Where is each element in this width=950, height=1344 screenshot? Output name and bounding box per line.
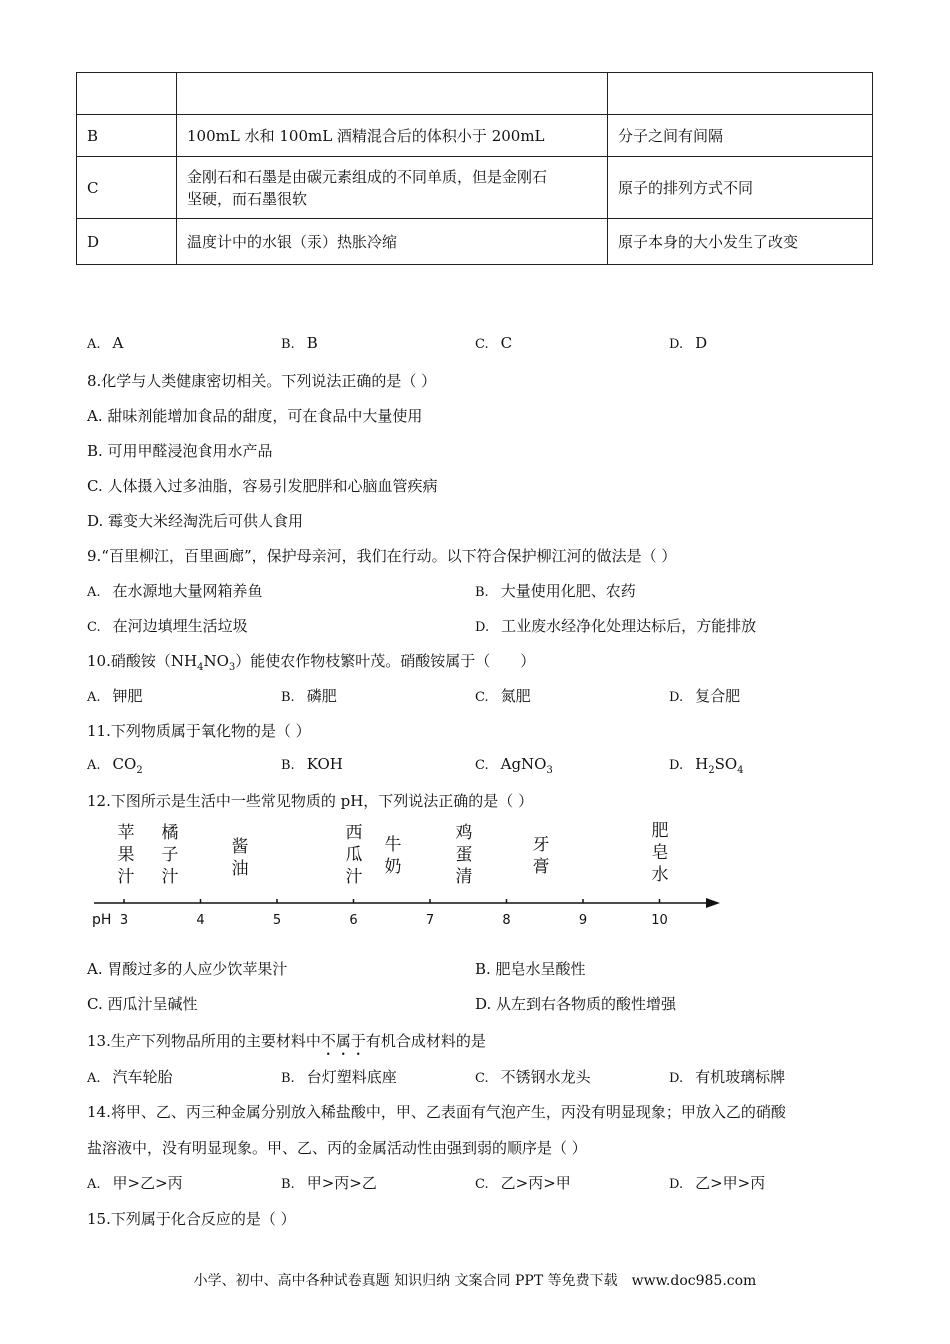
ph-substance-char: 牙 bbox=[532, 835, 550, 855]
option-text: 磷肥 bbox=[306, 687, 337, 705]
q14-option-a[interactable] bbox=[87, 1172, 183, 1193]
table-row bbox=[77, 73, 873, 115]
question-7-table bbox=[76, 72, 873, 265]
option-text: 钾肥 bbox=[112, 687, 143, 705]
q10-stem bbox=[87, 650, 535, 673]
table-cell-fact bbox=[177, 73, 608, 115]
q13-option-d[interactable] bbox=[669, 1066, 785, 1087]
q12-option-b[interactable]: B. 肥皂水呈酸性 bbox=[475, 960, 586, 978]
option-text: 甲>丙>乙 bbox=[306, 1174, 377, 1192]
q13-option-a[interactable] bbox=[87, 1066, 173, 1087]
q14-stem-line: 14.将甲、乙、丙三种金属分别放入稀盐酸中，甲、乙表面有气泡产生，丙没有明显现象；甲放入乙的硝酸 bbox=[87, 1103, 786, 1121]
ph-substance-char: 肥 bbox=[651, 821, 669, 841]
option-text: 工业废水经净化处理达标后，方能排放 bbox=[501, 617, 757, 635]
option-text: 氮肥 bbox=[500, 687, 531, 705]
option-text: 在河边填埋生活垃圾 bbox=[112, 617, 248, 635]
ph-tick-label: 10 bbox=[651, 913, 668, 928]
option-letter: C. bbox=[475, 690, 489, 705]
table-cell-explanation: 原子本身的大小发生了改变 bbox=[608, 219, 873, 265]
q12-option-a[interactable]: A. 胃酸过多的人应少饮苹果汁 bbox=[87, 960, 288, 978]
option-letter: D. bbox=[669, 758, 684, 773]
table-cell-fact-line: 金刚石和石墨是由碳元素组成的不同单质，但是金刚石 bbox=[187, 167, 548, 186]
q15-stem: 15.下列属于化合反应的是（ ） bbox=[87, 1210, 296, 1228]
option-letter: B. bbox=[281, 337, 295, 352]
option-letter: D. bbox=[475, 620, 490, 635]
option-text: 甲>乙>丙 bbox=[112, 1174, 183, 1192]
q9-option-b[interactable] bbox=[475, 580, 636, 601]
q14-option-d[interactable] bbox=[669, 1172, 765, 1193]
ph-substance-label bbox=[346, 823, 363, 887]
ph-substance-char: 蛋 bbox=[455, 845, 473, 865]
option-letter: A. bbox=[87, 1071, 101, 1086]
q11-option-d[interactable] bbox=[669, 755, 744, 776]
table-cell-fact: 温度计中的水银（汞）热胀冷缩 bbox=[177, 219, 608, 265]
q10-stem-text: NO bbox=[203, 652, 229, 670]
option-letter: B. bbox=[475, 585, 489, 600]
ph-substance-char: 奶 bbox=[384, 857, 402, 877]
table-cell-fact: 100mL 水和 100mL 酒精混合后的体积小于 200mL bbox=[177, 115, 608, 157]
option-text: B bbox=[306, 334, 318, 352]
subscript: 2 bbox=[708, 765, 715, 776]
option-letter: A. bbox=[87, 690, 101, 705]
table-cell-explanation: 原子的排列方式不同 bbox=[608, 157, 873, 219]
subscript: 2 bbox=[136, 765, 143, 776]
q11-option-b[interactable] bbox=[281, 755, 343, 773]
q13-stem-text: 有机合成材料的是 bbox=[365, 1032, 486, 1050]
ph-substance-labels bbox=[118, 821, 669, 887]
option-letter: D. bbox=[669, 1177, 684, 1192]
ph-substance-label bbox=[385, 835, 402, 877]
formula-text: KOH bbox=[306, 755, 343, 773]
option-text: 乙>丙>甲 bbox=[500, 1174, 571, 1192]
option-letter: B. bbox=[281, 758, 295, 773]
option-text: 在水源地大量网箱养鱼 bbox=[112, 582, 263, 600]
axis-arrow-icon bbox=[706, 898, 720, 908]
q11-option-a[interactable] bbox=[87, 755, 143, 776]
option-text: C bbox=[500, 334, 513, 352]
ph-substance-label bbox=[162, 822, 179, 887]
option-letter: C. bbox=[475, 1071, 489, 1086]
option-letter: A. bbox=[87, 1177, 101, 1192]
table-cell-option: D bbox=[77, 219, 177, 265]
q8-option-b[interactable]: B. 可用甲醛浸泡食用水产品 bbox=[87, 442, 273, 460]
ph-substance-char: 子 bbox=[161, 845, 179, 865]
option-text: 复合肥 bbox=[695, 687, 741, 705]
q9-option-d[interactable] bbox=[475, 615, 756, 636]
formula-text: SO bbox=[714, 755, 738, 773]
table-cell-explanation bbox=[608, 73, 873, 115]
q12-stem: 12.下图所示是生活中一些常见物质的 pH，下列说法正确的是（ ） bbox=[87, 792, 534, 810]
ph-substance-char: 皂 bbox=[651, 843, 669, 863]
ph-tick-label: 5 bbox=[272, 913, 282, 928]
ph-substance-char: 西 bbox=[345, 823, 363, 843]
subscript: 3 bbox=[546, 765, 553, 776]
formula-text: CO bbox=[112, 755, 137, 773]
ph-substance-char: 水 bbox=[651, 865, 669, 885]
option-text: D bbox=[695, 334, 708, 352]
q10-option-c[interactable] bbox=[475, 685, 531, 706]
table-cell-option: B bbox=[77, 115, 177, 157]
q7-option-a[interactable] bbox=[87, 334, 123, 352]
ph-tick-label: 4 bbox=[196, 913, 205, 928]
option-letter: B. bbox=[281, 1177, 295, 1192]
q7-option-d[interactable] bbox=[669, 334, 707, 352]
option-letter: B. bbox=[281, 690, 295, 705]
q10-stem-text: 10.硝酸铵（NH bbox=[87, 652, 198, 670]
q10-stem-text: ）能使农作物枝繁叶茂。硝酸铵属于（ ） bbox=[235, 652, 536, 670]
q10-option-d[interactable] bbox=[669, 685, 740, 706]
ph-substance-char: 酱 bbox=[231, 837, 249, 857]
table-cell-option bbox=[77, 73, 177, 115]
formula-text: H bbox=[695, 755, 709, 773]
ph-tick-label: 9 bbox=[578, 913, 588, 928]
q12-option-c[interactable]: C. 西瓜汁呈碱性 bbox=[87, 995, 198, 1013]
ph-substance-char: 牛 bbox=[384, 835, 402, 855]
option-letter: D. bbox=[669, 690, 684, 705]
option-letter: A. bbox=[87, 337, 101, 352]
option-text: 不锈钢水龙头 bbox=[500, 1068, 591, 1086]
ph-substance-char: 鸡 bbox=[455, 823, 473, 843]
subscript: 4 bbox=[737, 765, 744, 776]
q9-option-a[interactable] bbox=[87, 580, 263, 601]
table-row bbox=[77, 219, 873, 265]
option-letter: B. bbox=[281, 1071, 295, 1086]
subscript: 3 bbox=[228, 662, 236, 673]
option-letter: D. bbox=[669, 337, 684, 352]
ph-tick-label: 7 bbox=[425, 913, 435, 928]
q14-stem-line: 盐溶液中，没有明显现象。甲、乙、丙的金属活动性由强到弱的顺序是（ ） bbox=[87, 1139, 587, 1157]
q8-option-a[interactable]: A. 甜味剂能增加食品的甜度，可在食品中大量使用 bbox=[87, 407, 423, 425]
table-cell-explanation: 分子之间有间隔 bbox=[608, 115, 873, 157]
ph-substance-char: 果 bbox=[117, 845, 135, 865]
ph-substance-char: 橘 bbox=[161, 823, 179, 843]
ph-tick-label: 8 bbox=[502, 913, 511, 928]
q14-option-c[interactable] bbox=[475, 1172, 571, 1193]
ph-substance-char: 汁 bbox=[117, 867, 135, 887]
ph-substance-label bbox=[118, 823, 135, 887]
option-text: A bbox=[112, 334, 124, 352]
option-letter: C. bbox=[475, 1177, 489, 1192]
q9-stem: 9.“百里柳江，百里画廊”，保护母亲河，我们在行动。以下符合保护柳江河的做法是（ ） bbox=[87, 547, 677, 565]
table-cell-option: C bbox=[77, 157, 177, 219]
q13-option-b[interactable] bbox=[281, 1066, 397, 1087]
option-text: 汽车轮胎 bbox=[112, 1068, 173, 1086]
q10-option-a[interactable] bbox=[87, 685, 143, 706]
option-letter: D. bbox=[669, 1071, 684, 1086]
q10-option-b[interactable] bbox=[281, 685, 337, 706]
ph-substance-char: 膏 bbox=[532, 857, 550, 877]
q8-option-c[interactable]: C. 人体摄入过多油脂，容易引发肥胖和心脑血管疾病 bbox=[87, 477, 438, 495]
option-text: 台灯塑料底座 bbox=[306, 1068, 397, 1086]
table-row bbox=[77, 115, 873, 157]
q13-emphasis-text: 不属于 bbox=[320, 1032, 366, 1050]
option-letter: A. bbox=[87, 758, 101, 773]
q8-stem: 8.化学与人类健康密切相关。下列说法正确的是（ ） bbox=[87, 372, 437, 390]
ph-substance-label bbox=[652, 821, 669, 885]
q7-option-b[interactable] bbox=[281, 334, 318, 352]
q14-option-b[interactable] bbox=[281, 1172, 377, 1193]
ph-substance-char: 汁 bbox=[345, 867, 363, 887]
ph-substance-label bbox=[533, 835, 550, 877]
option-letter: A. bbox=[87, 585, 101, 600]
formula-text: AgNO bbox=[500, 755, 547, 773]
ph-substance-char: 瓜 bbox=[345, 845, 363, 865]
option-letter: C. bbox=[475, 758, 489, 773]
ph-tick-label: 6 bbox=[349, 913, 358, 928]
ph-substance-char: 汁 bbox=[161, 867, 179, 887]
ph-axis-label: pH bbox=[92, 912, 112, 928]
page-footer: 小学、初中、高中各种试卷真题 知识归纳 文案合同 PPT 等免费下载 www.doc985.com bbox=[193, 1273, 757, 1289]
option-text: 乙>甲>丙 bbox=[695, 1174, 766, 1192]
subscript: 4 bbox=[197, 662, 204, 673]
table-cell-fact bbox=[177, 157, 608, 219]
option-text: 大量使用化肥、农药 bbox=[500, 582, 636, 600]
q7-option-c[interactable] bbox=[475, 334, 512, 352]
q11-option-c[interactable] bbox=[475, 755, 553, 776]
ph-scale-figure bbox=[84, 818, 734, 930]
q12-option-d[interactable]: D. 从左到右各物质的酸性增强 bbox=[475, 995, 677, 1013]
q13-stem bbox=[87, 1030, 486, 1059]
option-text: 有机玻璃标牌 bbox=[695, 1068, 786, 1086]
table-cell-fact-line: 坚硬，而石墨很软 bbox=[187, 189, 308, 208]
ph-substance-label bbox=[232, 837, 249, 879]
ph-substance-char: 油 bbox=[231, 859, 249, 879]
option-letter: C. bbox=[475, 337, 489, 352]
option-letter: C. bbox=[87, 620, 101, 635]
ph-substance-char: 苹 bbox=[117, 823, 135, 843]
ph-substance-char: 清 bbox=[455, 867, 473, 887]
q8-option-d[interactable]: D. 霉变大米经淘洗后可供人食用 bbox=[87, 512, 304, 530]
ph-tick-label: 3 bbox=[119, 913, 129, 928]
q13-option-c[interactable] bbox=[475, 1066, 591, 1087]
q13-stem-text: 13.生产下列物品所用的主要材料中 bbox=[87, 1032, 321, 1050]
q11-stem: 11.下列物质属于氧化物的是（ ） bbox=[87, 722, 311, 740]
ph-substance-label bbox=[456, 823, 473, 887]
q9-option-c[interactable] bbox=[87, 615, 248, 636]
table-row bbox=[77, 157, 873, 219]
